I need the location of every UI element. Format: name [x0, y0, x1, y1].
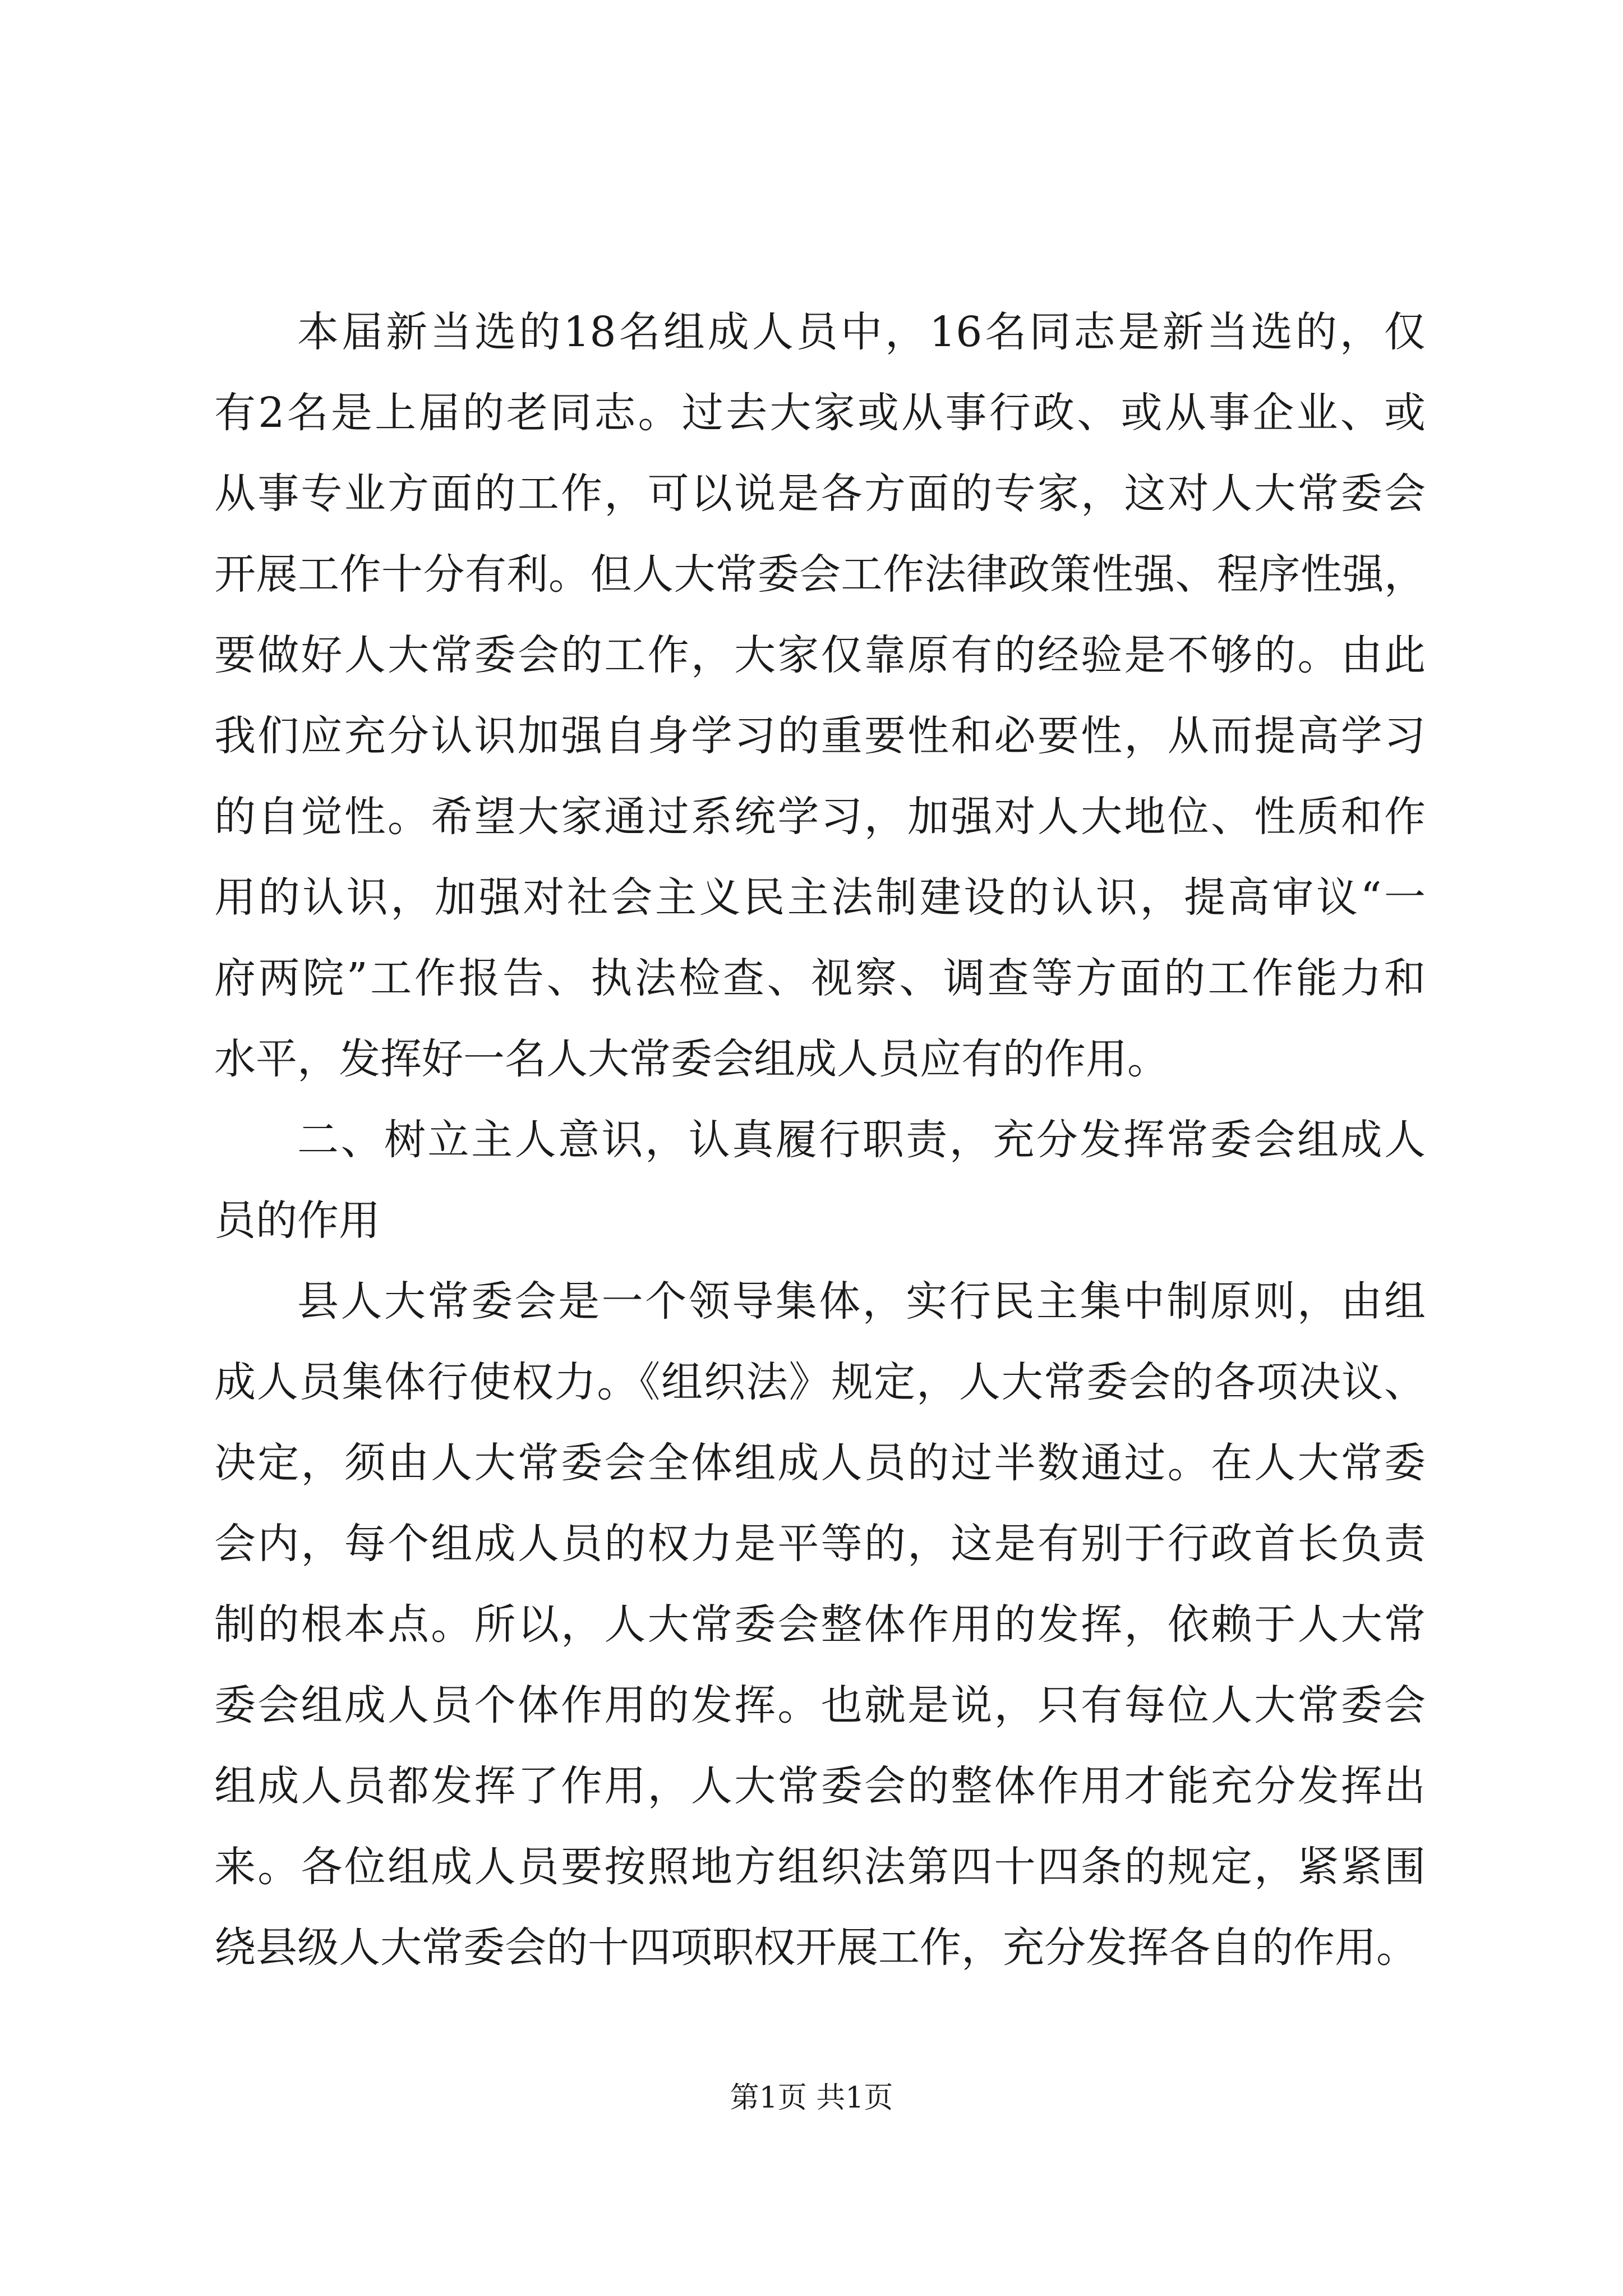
text-line: 要做好人大常委会的工作，大家仅靠原有的经验是不够的。由此	[214, 631, 1426, 679]
text-line: 府两院”工作报告、执法检查、视察、调查等方面的工作能力和	[214, 954, 1426, 1002]
text-line: 组成人员都发挥了作用，人大常委会的整体作用才能充分发挥出	[214, 1762, 1426, 1810]
text-line: 水平，发挥好一名人大常委会组成人员应有的作用。	[214, 1035, 1169, 1083]
text-line: 本届新当选的18名组成人员中，16名同志是新当选的，仅	[297, 308, 1426, 356]
text-line: 成人员集体行使权力。《组织法》规定，人大常委会的各项决议、	[214, 1358, 1426, 1406]
text-line: 的自觉性。希望大家通过系统学习，加强对人大地位、性质和作	[214, 793, 1426, 841]
text-line: 决定，须由人大常委会全体组成人员的过半数通过。在人大常委	[214, 1439, 1426, 1487]
text-line: 二、树立主人意识，认真履行职责，充分发挥常委会组成人	[297, 1116, 1426, 1164]
text-line: 会内，每个组成人员的权力是平等的，这是有别于行政首长负责	[214, 1520, 1426, 1568]
text-line: 来。各位组成人员要按照地方组织法第四十四条的规定，紧紧围	[214, 1843, 1426, 1891]
text-line: 县人大常委会是一个领导集体，实行民主集中制原则，由组	[297, 1277, 1426, 1326]
text-line: 制的根本点。所以，人大常委会整体作用的发挥，依赖于人大常	[214, 1600, 1426, 1649]
page-footer: 第1页 共1页	[730, 2081, 893, 2115]
document-body	[214, 292, 1426, 1988]
text-line: 有2名是上届的老同志。过去大家或从事行政、或从事企业、或	[214, 389, 1426, 437]
text-line: 员的作用	[214, 1197, 380, 1245]
text-line: 绕县级人大常委会的十四项职权开展工作，充分发挥各自的作用。	[214, 1924, 1418, 1972]
text-line: 用的认识，加强对社会主义民主法制建设的认识，提高审议“一	[214, 873, 1426, 922]
text-line: 从事专业方面的工作，可以说是各方面的专家，这对人大常委会	[214, 470, 1426, 518]
text-line: 我们应充分认识加强自身学习的重要性和必要性，从而提高学习	[214, 712, 1426, 760]
text-line: 委会组成人员个体作用的发挥。也就是说，只有每位人大常委会	[214, 1681, 1426, 1729]
text-line: 开展工作十分有利。但人大常委会工作法律政策性强、程序性强，	[214, 550, 1426, 599]
